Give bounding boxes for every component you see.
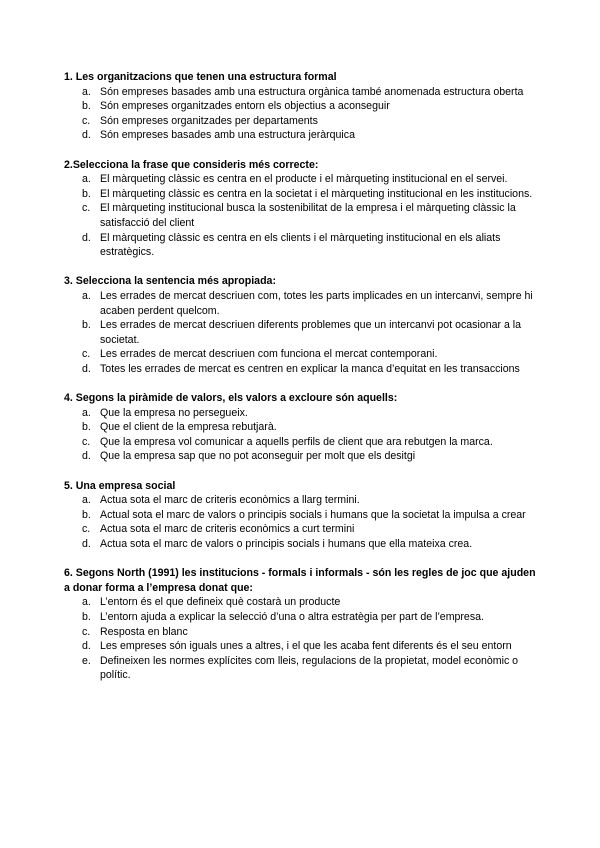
- option-letter: a.: [82, 494, 91, 507]
- option-letter: b.: [82, 187, 91, 200]
- option-text: Actua sota el marc de valors o principis socials i humans que ella mateixa crea.: [100, 538, 473, 550]
- option-item: [64, 201, 544, 230]
- option-text: El màrqueting clàssic es centra en la societat i el màrqueting institucional en les institucions.: [100, 187, 533, 200]
- question-2: [64, 158, 544, 260]
- option-item: [64, 595, 544, 610]
- option-letter: d.: [82, 362, 91, 375]
- option-letter: a.: [82, 596, 91, 609]
- option-letter: a.: [82, 406, 91, 419]
- option-letter: b.: [82, 100, 91, 113]
- option-item: [64, 85, 544, 100]
- option-letter: d.: [82, 538, 91, 550]
- option-list: [64, 172, 544, 260]
- option-text: Que la empresa no persegueix.: [100, 406, 248, 419]
- option-letter: d.: [82, 129, 91, 142]
- question-title: 3. Selecciona la sentencia més apropiada:: [64, 275, 276, 288]
- option-item: [64, 522, 544, 537]
- question-4: [64, 391, 544, 464]
- option-letter: c.: [82, 202, 91, 215]
- question-6: [64, 566, 544, 683]
- option-text: Que la empresa sap que no pot aconseguir per molt que els desitgi: [100, 450, 416, 463]
- option-letter: e.: [82, 654, 91, 667]
- option-letter: d.: [82, 231, 91, 244]
- option-item: [64, 610, 544, 625]
- option-letter: c.: [82, 114, 91, 127]
- option-text: Són empreses organitzades per departaments: [100, 114, 318, 127]
- option-item: [64, 493, 544, 508]
- question-title: 1. Les organitzacions que tenen una estructura formal: [64, 71, 337, 83]
- option-text: Que la empresa vol comunicar a aquells perfils de client que ara rebutgen la marca.: [100, 435, 493, 448]
- option-text: Són empreses organitzades entorn els objectius a aconseguir: [100, 100, 390, 113]
- option-letter: b.: [82, 319, 91, 332]
- option-list: [64, 493, 544, 551]
- option-item: [64, 406, 544, 421]
- option-text: Defineixen les normes explícites com lleis, regulacions de la propietat, model econòmic o polític.: [100, 654, 519, 682]
- option-item: [64, 654, 544, 683]
- option-text: L’entorn ajuda a explicar la selecció d’una o altra estratègia per part de l’empresa.: [100, 610, 484, 623]
- option-text: Són empreses basades amb una estructura jeràrquica: [100, 129, 355, 142]
- option-text: Actua sota el marc de criteris econòmics a curt termini: [100, 523, 355, 536]
- option-letter: c.: [82, 348, 91, 361]
- option-letter: c.: [82, 435, 91, 448]
- option-list: [64, 595, 544, 683]
- option-item: [64, 318, 544, 347]
- option-item: [64, 231, 544, 260]
- question-list: [64, 70, 544, 698]
- option-item: [64, 99, 544, 114]
- option-letter: a.: [82, 85, 91, 98]
- question-1: [64, 70, 544, 143]
- option-letter: c.: [82, 523, 91, 536]
- option-letter: b.: [82, 610, 91, 623]
- option-item: [64, 128, 544, 143]
- option-item: [64, 449, 544, 464]
- option-text: Les empreses són iguals unes a altres, i el que les acaba fent diferents és el seu entorn: [100, 640, 512, 653]
- option-item: [64, 537, 544, 552]
- question-title: 4. Segons la piràmide de valors, els valors a excloure són aquells:: [64, 392, 398, 405]
- question-title: 6. Segons North (1991) les institucions - formals i informals - són les regles de joc que ajuden a donar forma a l’empresa donat que:: [64, 567, 536, 594]
- option-list: [64, 406, 544, 464]
- question-title: 5. Una empresa social: [64, 479, 176, 492]
- option-text: Actua sota el marc de criteris econòmics a llarg termini.: [100, 494, 360, 507]
- option-item: [64, 420, 544, 435]
- option-letter: d.: [82, 450, 91, 463]
- option-letter: c.: [82, 625, 91, 638]
- option-item: [64, 435, 544, 450]
- option-item: [64, 172, 544, 187]
- question-title: 2.Selecciona la frase que consideris més correcte:: [64, 158, 319, 171]
- option-letter: a.: [82, 173, 91, 186]
- option-item: [64, 114, 544, 129]
- option-letter: a.: [82, 289, 91, 302]
- option-text: El màrqueting clàssic es centra en el producte i el màrqueting institucional en el servei.: [100, 173, 508, 186]
- option-text: Que el client de la empresa rebutjarà.: [100, 421, 277, 434]
- question-3: [64, 274, 544, 376]
- question-5: [64, 479, 544, 552]
- option-text: Totes les errades de mercat es centren en explicar la manca d’equitat en les transaccions: [100, 362, 520, 375]
- option-item: [64, 187, 544, 202]
- option-text: Actual sota el marc de valors o principis socials i humans que la societat la impulsa a crear: [100, 508, 526, 521]
- option-item: [64, 362, 544, 377]
- option-text: Les errades de mercat descriuen com, totes les parts implicades en un intercanvi, sempre hi acaben perdent quelcom.: [100, 289, 533, 317]
- option-text: Són empreses basades amb una estructura orgànica també anomenada estructura oberta: [100, 85, 524, 98]
- option-letter: d.: [82, 640, 91, 653]
- option-letter: b.: [82, 421, 91, 434]
- option-item: [64, 508, 544, 523]
- option-letter: b.: [82, 508, 91, 521]
- option-text: Les errades de mercat descriuen com funciona el mercat contemporani.: [100, 348, 438, 361]
- option-text: L’entorn és el que defineix què costarà un producte: [100, 596, 341, 609]
- option-text: El màrqueting clàssic es centra en els clients i el màrqueting institucional en els aliats estratègics.: [100, 231, 501, 259]
- option-item: [64, 639, 544, 654]
- option-text: Les errades de mercat descriuen diferents problemes que un intercanvi pot ocasionar a la societat.: [100, 319, 522, 346]
- option-list: [64, 289, 544, 377]
- option-item: [64, 347, 544, 362]
- option-item: [64, 289, 544, 318]
- option-item: [64, 625, 544, 640]
- option-text: El màrqueting institucional busca la sostenibilitat de la empresa i el màrqueting clàssic la satisfacció del client: [100, 202, 516, 229]
- option-text: Resposta en blanc: [100, 625, 188, 638]
- option-list: [64, 85, 544, 143]
